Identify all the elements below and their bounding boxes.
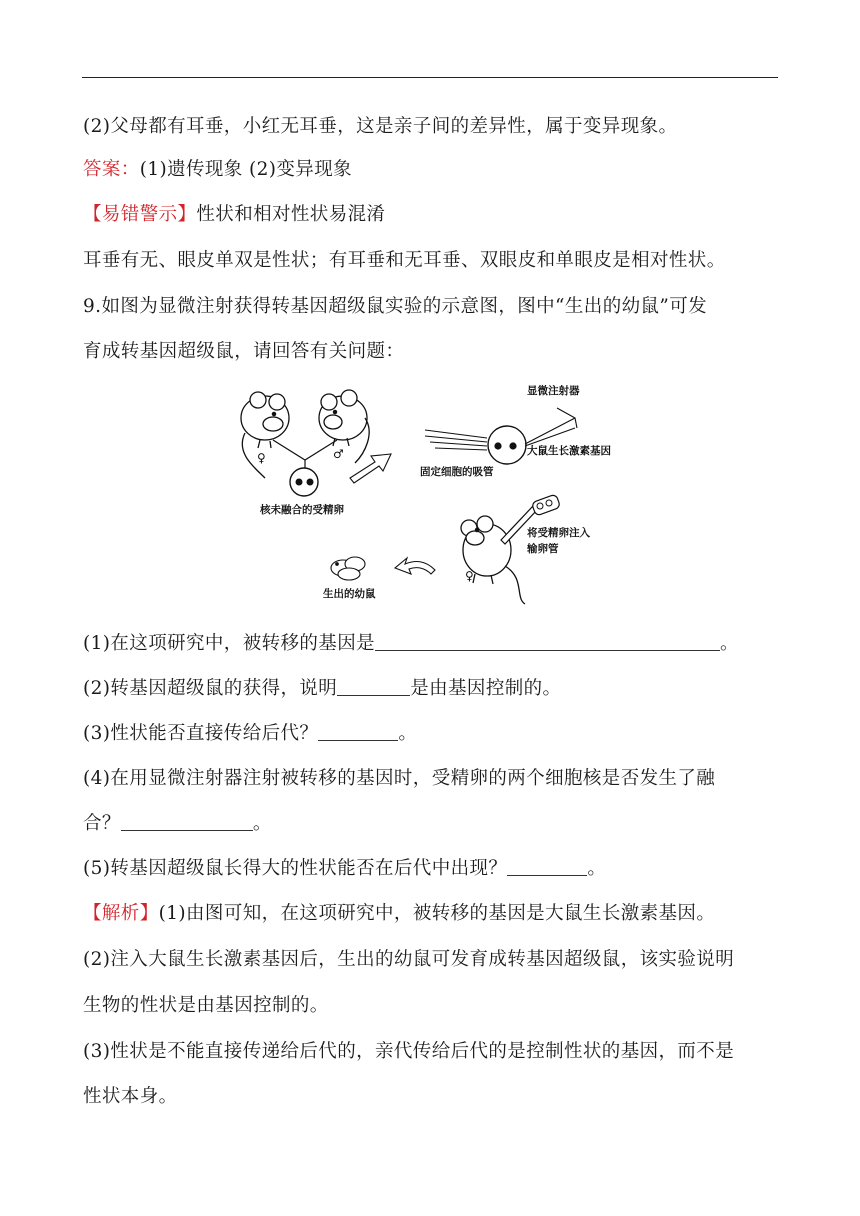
analysis-line-2: (2)注入大鼠生长激素基因后，生出的幼鼠可发育成转基因超级鼠，该实验说明 bbox=[83, 949, 735, 970]
female-symbol: ♀ bbox=[257, 451, 266, 465]
analysis-line-1 bbox=[83, 901, 715, 927]
answer-blank-2[interactable] bbox=[337, 677, 410, 696]
answer-text: (1)遗传现象 (2)变异现象 bbox=[139, 159, 352, 180]
analysis-line-3: 生物的性状是由基因控制的。 bbox=[83, 995, 329, 1016]
answer-blank-1[interactable] bbox=[375, 632, 720, 651]
label-inject-line-2: 输卵管 bbox=[527, 543, 559, 555]
analysis-line-5: 性状本身。 bbox=[83, 1086, 178, 1107]
sub-question-4-end: 。 bbox=[252, 813, 272, 834]
label-inject-line-1: 将受精卵注入 bbox=[527, 527, 590, 539]
label-pups: 生出的幼鼠 bbox=[323, 588, 376, 600]
sub-question-1-text: (1)在这项研究中，被转移的基因是 bbox=[83, 633, 376, 654]
analysis-line-4: (3)性状是不能直接传递给后代的，亲代传给后代的是控制性状的基因，而不是 bbox=[83, 1041, 735, 1062]
arrow-right-icon bbox=[350, 454, 391, 483]
sub-question-4-line-2 bbox=[83, 811, 272, 837]
warning-label: 【易错警示】 bbox=[83, 204, 197, 225]
label-gene: 大鼠生长激素基因 bbox=[527, 445, 611, 457]
answer-line bbox=[83, 157, 352, 183]
sub-question-2 bbox=[83, 676, 561, 702]
sub-question-3-end: 。 bbox=[398, 723, 418, 744]
warning-line bbox=[83, 202, 385, 228]
sub-question-2-text-b: 是由基因控制的。 bbox=[410, 678, 562, 699]
female-symbol-recipient: ♀ bbox=[465, 569, 474, 583]
header-rule bbox=[82, 77, 778, 78]
answer-blank-3[interactable] bbox=[318, 722, 398, 741]
male-mouse-icon bbox=[319, 390, 369, 463]
sub-question-3-text: (3)性状能否直接传给后代？ bbox=[83, 723, 319, 744]
sub-question-2-text-a: (2)转基因超级鼠的获得，说明 bbox=[83, 678, 338, 699]
text-line: (2)父母都有耳垂，小红无耳垂，这是亲子间的差异性，属于变异现象。 bbox=[83, 116, 678, 137]
sub-question-5-text: (5)转基因超级鼠长得大的性状能否在后代中出现？ bbox=[83, 858, 508, 879]
question-9-line-1: 9.如图为显微注射获得转基因超级鼠实验的示意图，图中“生出的幼鼠”可发 bbox=[83, 296, 708, 317]
warning-text: 性状和相对性状易混淆 bbox=[196, 204, 386, 225]
label-fertilized-egg: 核未融合的受精卵 bbox=[260, 504, 344, 516]
pups-icon bbox=[331, 557, 365, 580]
analysis-label: 【解析】 bbox=[83, 903, 159, 924]
female-mouse-icon bbox=[241, 392, 289, 478]
sub-question-4-line-1: (4)在用显微注射器注射被转移的基因时，受精卵的两个细胞核是否发生了融 bbox=[83, 768, 716, 789]
experiment-figure bbox=[225, 378, 645, 606]
text-line: 耳垂有无、眼皮单双是性状；有耳垂和无耳垂、双眼皮和单眼皮是相对性状。 bbox=[83, 250, 726, 271]
sub-question-1 bbox=[83, 631, 739, 657]
question-9-line-2: 育成转基因超级鼠，请回答有关问题： bbox=[83, 341, 405, 362]
label-pipette: 固定细胞的吸管 bbox=[420, 466, 494, 478]
sub-question-5 bbox=[83, 856, 606, 882]
answer-label: 答案： bbox=[83, 159, 140, 180]
sub-question-5-end: 。 bbox=[587, 858, 607, 879]
answer-blank-5[interactable] bbox=[507, 857, 587, 876]
fertilized-egg-icon bbox=[290, 468, 318, 496]
answer-blank-4[interactable] bbox=[121, 812, 253, 831]
arrow-left-icon bbox=[395, 558, 435, 574]
sub-question-3 bbox=[83, 721, 417, 747]
analysis-text-1: (1)由图可知，在这项研究中，被转移的基因是大鼠生长激素基因。 bbox=[158, 903, 716, 924]
sub-question-1-end: 。 bbox=[720, 633, 739, 654]
male-symbol: ♂ bbox=[333, 447, 344, 461]
sub-question-4-text: 合？ bbox=[83, 813, 121, 834]
label-injector: 显微注射器 bbox=[527, 385, 580, 397]
